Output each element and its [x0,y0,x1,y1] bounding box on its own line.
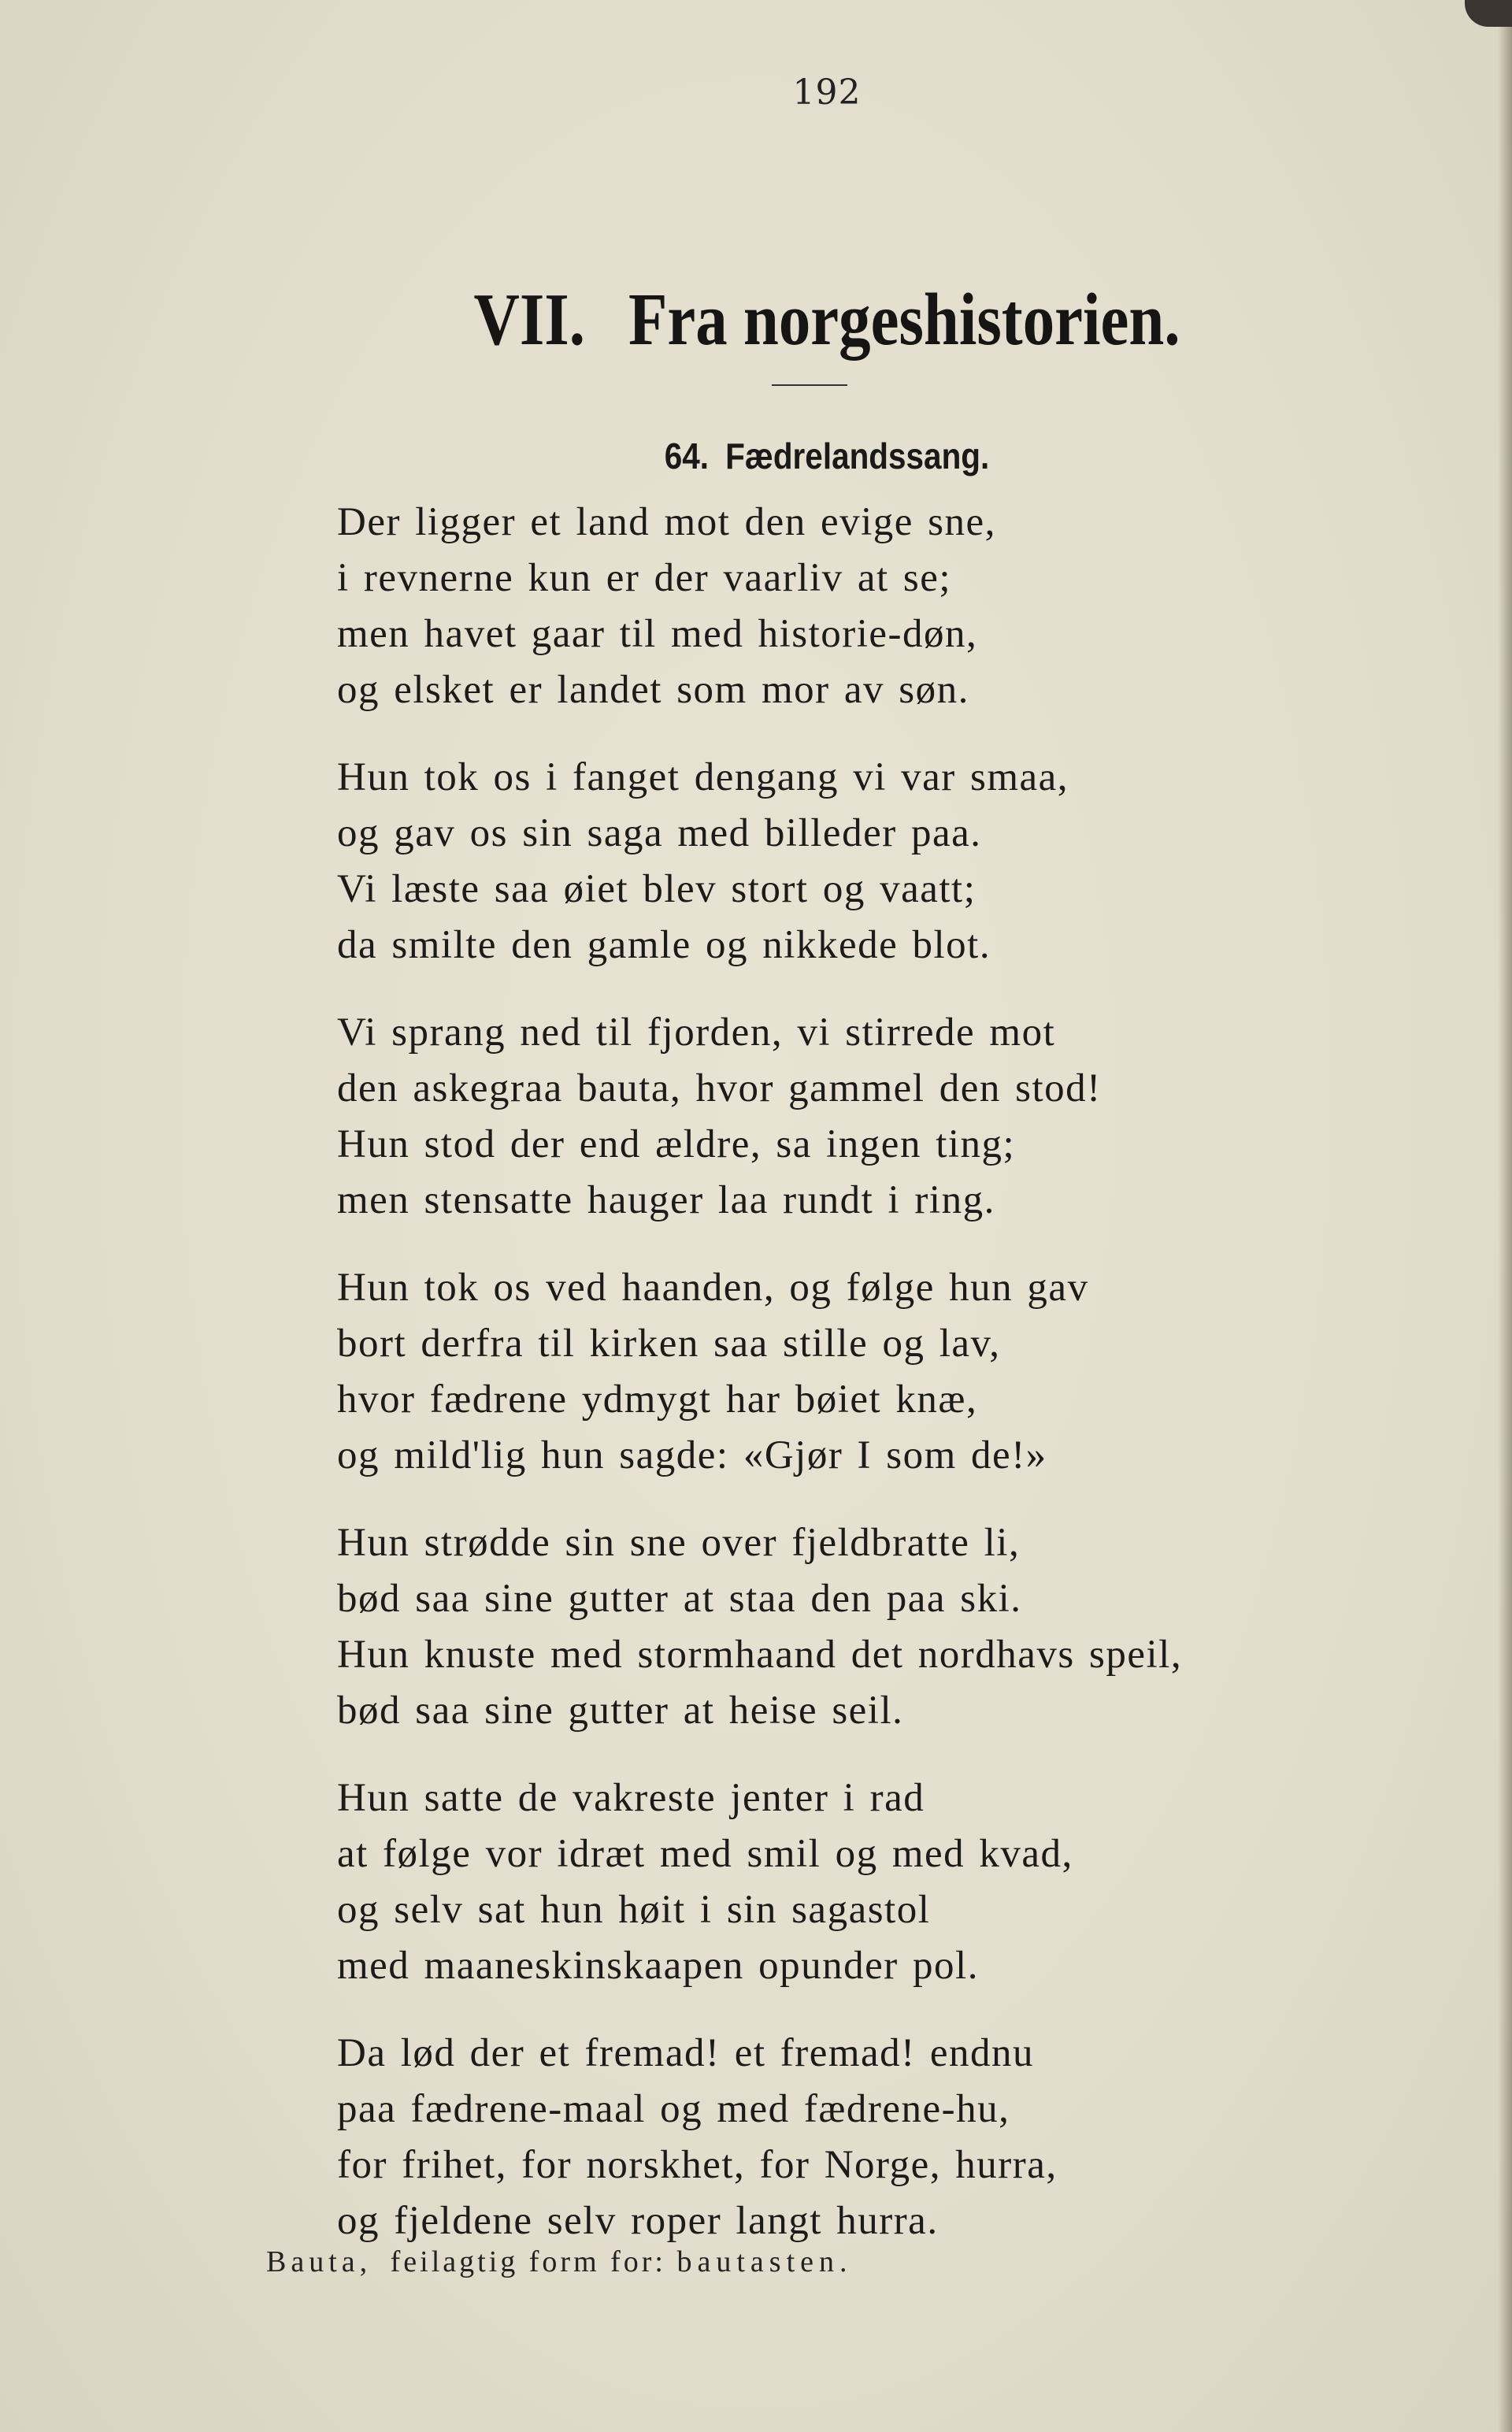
section-divider [772,384,847,386]
poem-line: Hun tok os i fanget dengang vi var smaa, [337,755,1069,799]
poem-line: Der ligger et land mot den evige sne, [337,500,996,544]
poem-number: 64. [664,436,709,476]
poem-line: for frihet, for norskhet, for Norge, hurra, [337,2143,1058,2187]
poem-line: men stensatte hauger laa rundt i ring. [337,1178,995,1222]
poem-line: Hun tok os ved haanden, og følge hun gav [337,1266,1089,1310]
footnote-label: Bauta, [266,2245,372,2278]
poem-line: da smilte den gamle og nikkede blot. [337,923,991,967]
stanza [337,495,1408,718]
stanza [337,2026,1408,2249]
stanza [337,750,1408,973]
poem-line: den askegraa bauta, hvor gammel den stod! [337,1066,1102,1110]
chapter-number: VII. [473,279,585,361]
chapter-title: Fra norgeshistorien. [628,279,1180,361]
poem-line: bort derfra til kirken saa stille og lav, [337,1322,1001,1366]
poem-line: hvor fædrene ydmygt har bøiet knæ, [337,1377,978,1422]
poem-line: at følge vor idræt med smil og med kvad, [337,1832,1073,1876]
stanza [337,1515,1408,1739]
poem-line: med maaneskinskaapen opunder pol. [337,1944,979,1988]
footnote-term: bautasten. [676,2245,853,2278]
chapter-heading [116,277,1512,362]
poem-line: Hun satte de vakreste jenter i rad [337,1776,925,1820]
poem-line: Hun stod der end ældre, sa ingen ting; [337,1122,1016,1166]
poem-line: bød saa sine gutter at heise seil. [337,1689,904,1733]
poem-line: og elsket er landet som mor av søn. [337,668,969,712]
poem-line: bød saa sine gutter at staa den paa ski. [337,1577,1022,1621]
stanza [337,1005,1408,1229]
footnote [266,2245,853,2279]
poem-line: og gav os sin saga med billeder paa. [337,811,982,855]
poem-line: men havet gaar til med historie-døn, [337,612,978,656]
poem-line: og fjeldene selv roper langt hurra. [337,2199,939,2243]
stanza [337,1260,1408,1484]
poem-title: Fædrelandssang. [725,436,990,476]
page-number: 192 [792,72,862,113]
page-edge-shadow [1498,0,1512,2432]
poem-heading [99,435,1512,477]
footnote-text: feilagtig form for: [390,2245,666,2278]
poem-line: paa fædrene-maal og med fædrene-hu, [337,2087,1010,2131]
poem-line: Vi sprang ned til fjorden, vi stirrede mot [337,1010,1056,1055]
stanza [337,1770,1408,1994]
poem-line: Hun knuste med stormhaand det nordhavs speil, [337,1633,1183,1677]
poem-line: Vi læste saa øiet blev stort og vaatt; [337,867,976,911]
poem-body [337,495,1408,2281]
poem-line: Da lød der et fremad! et fremad! endnu [337,2031,1035,2075]
poem-line: Hun strødde sin sne over fjeldbratte li, [337,1521,1021,1565]
poem-line: og selv sat hun høit i sin sagastol [337,1888,931,1932]
poem-line: i revnerne kun er der vaarliv at se; [337,556,952,600]
page-corner [1465,0,1512,27]
poem-line: og mild'lig hun sagde: «Gjør I som de!» [337,1433,1047,1477]
